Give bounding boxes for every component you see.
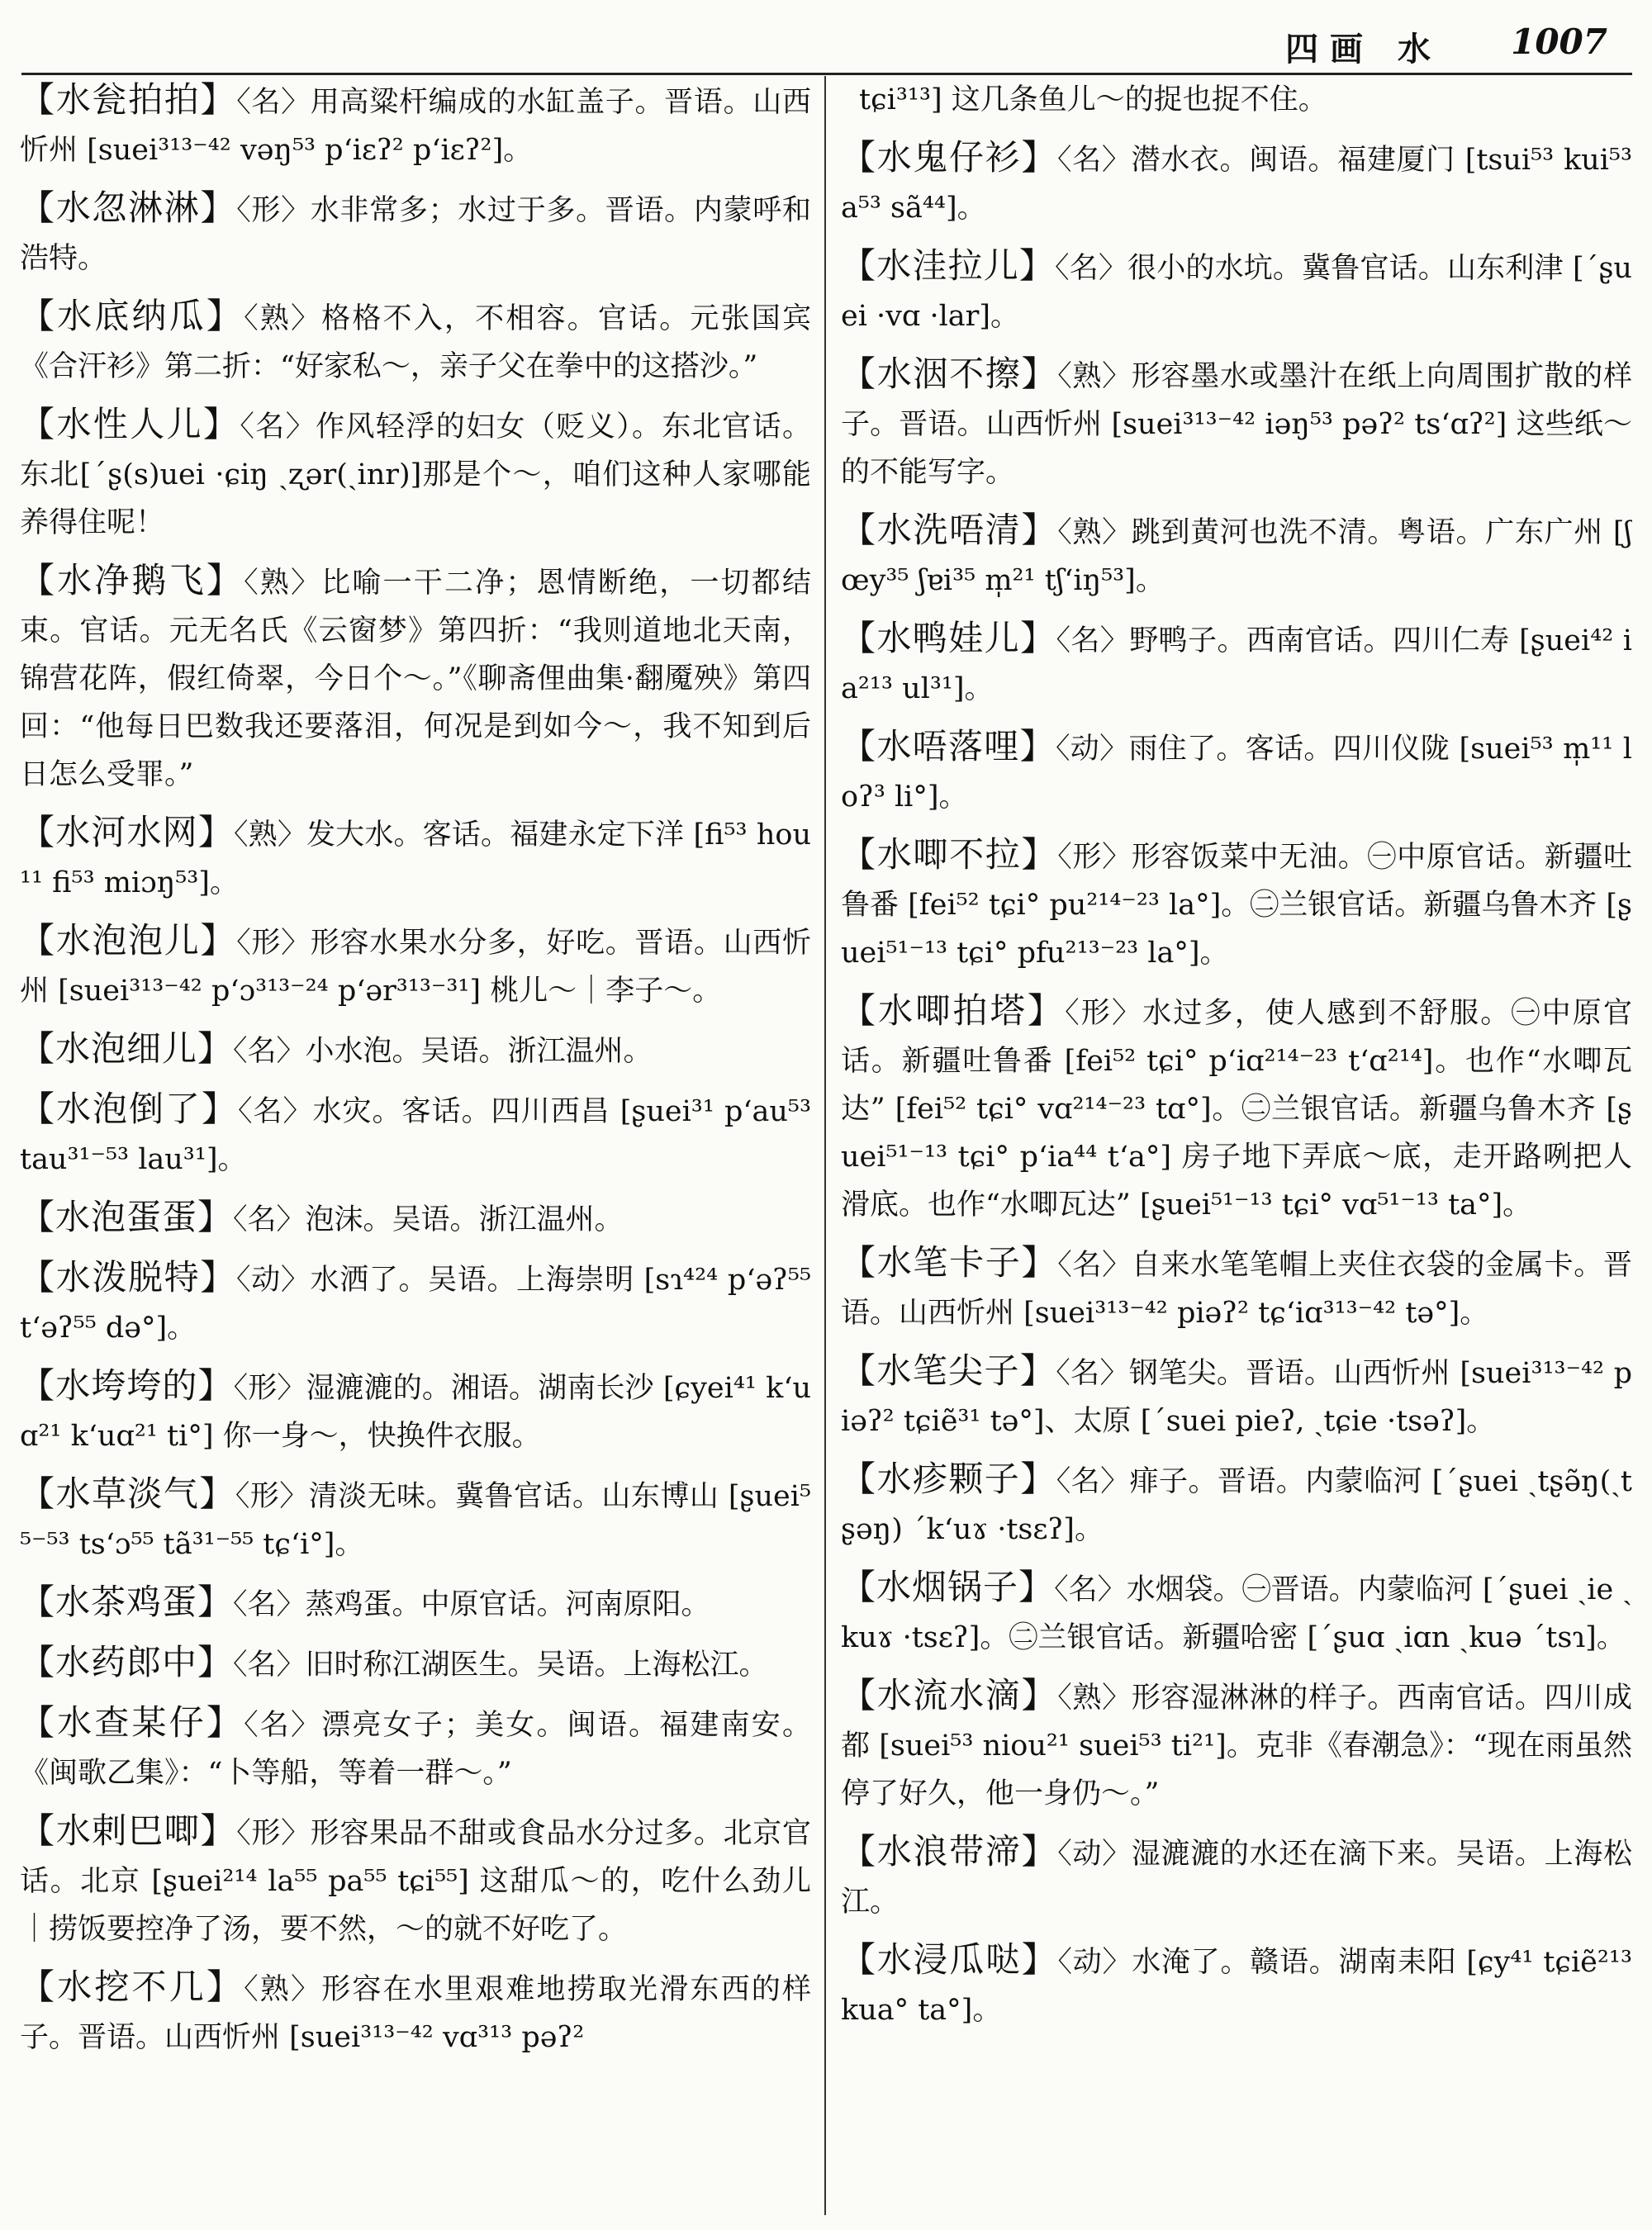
entry-headword: 【水鬼仔衫】 (841, 137, 1058, 178)
column-divider (824, 76, 826, 2215)
dictionary-entry (20, 401, 811, 547)
entry-headword: 【水性人儿】 (20, 404, 240, 444)
entry-definition: 〈名〉漂亮女子；美女。闽语。福建南安。《闽歌乙集》：“卜等船，等着一群～。” (20, 1709, 811, 1790)
page-number: 1007 (1511, 21, 1607, 62)
dictionary-entry (20, 1254, 811, 1352)
dictionary-entry (841, 242, 1632, 340)
entry-definition: 〈名〉很小的水坑。冀鲁官话。山东利津 [ˊʂuei ·vɑ ·lar]。 (841, 252, 1632, 333)
entry-headword: 【水河水网】 (20, 812, 235, 852)
entry-definition: 〈熟〉形容墨水或墨汁在纸上向周围扩散的样子。晋语。山西忻州 [suei³¹³⁻⁴² iəŋ⁵³ pəʔ² tsʻɑʔ²] 这些纸～的不能写字。 (841, 360, 1632, 489)
dictionary-entry (20, 1578, 811, 1629)
entry-definition: 〈名〉痱子。晋语。内蒙临河 [ˊʂuei ˏtʂə̃ŋ(ˏtʂəŋ) ˊkʻuɤ ·tsɛʔ]。 (841, 1465, 1632, 1546)
entry-definition: 〈动〉湿漉漉的水还在滴下来。吴语。上海松江。 (841, 1838, 1632, 1919)
dictionary-entry (841, 1828, 1632, 1926)
entry-definition: 〈形〉水过多，使人感到不舒服。㊀中原官话。新疆吐鲁番 [fei⁵² tɕi° pʻiɑ²¹⁴⁻²³ tʻɑ²¹⁴]。也作“水唧瓦达” [fei⁵² tɕi° vɑ²¹⁴⁻²³ tɑ°]。㊁兰银官话。新疆乌鲁木齐 [ʂuei⁵¹⁻¹³ tɕi° pʻia⁴⁴ tʻa°] 房子地下弄底～底，走开路咧把人滑底。也作“水唧瓦达” [ʂuei⁵¹⁻¹³ tɕi° vɑ⁵¹⁻¹³ ta°]。 (841, 997, 1632, 1222)
dictionary-entry (20, 1025, 811, 1075)
entry-definition: 〈熟〉比喻一干二净；恩情断绝，一切都结束。官话。元无名氏《云窗梦》第四折：“我则道地北天南，锦营花阵，假红倚翠，今日个～。”《聊斋俚曲集·翻魇殃》第四回：“他每日巴数我还要落泪，何况是到如今～，我不知到后日怎么受罪。” (20, 567, 811, 791)
entry-headword: 【水洗唔清】 (841, 510, 1058, 550)
dictionary-entry (20, 184, 811, 282)
entry-definition: 〈形〉形容饭菜中无油。㊀中原官话。新疆吐鲁番 [fei⁵² tɕi° pu²¹⁴⁻²³ la°]。㊁兰银官话。新疆乌鲁木齐 [ʂuei⁵¹⁻¹³ tɕi° pfu²¹³⁻²³ la°]。 (841, 841, 1632, 970)
entry-definition: 〈名〉自来水笔笔帽上夹住衣袋的金属卡。晋语。山西忻州 [suei³¹³⁻⁴² piəʔ² tɕʻiɑ³¹³⁻⁴² tə°]。 (841, 1249, 1632, 1330)
dictionary-entry (841, 614, 1632, 713)
entry-definition: 〈名〉旧时称江湖医生。吴语。上海松江。 (233, 1649, 768, 1682)
entry-definition: 〈名〉潜水衣。闽语。福建厦门 [tsui⁵³ kui⁵³ a⁵³ sã⁴⁴]。 (841, 144, 1632, 225)
dictionary-entry (20, 557, 811, 799)
left-column (20, 76, 811, 2215)
entry-headword: 【水烟锅子】 (841, 1567, 1055, 1607)
dictionary-entry (20, 1807, 811, 1953)
dictionary-entry (841, 1347, 1632, 1445)
entry-continuation: tɕi³¹³] 这几条鱼儿～的捉也捉不住。 (859, 83, 1327, 116)
dictionary-entry (841, 1672, 1632, 1818)
dictionary-entry (20, 1963, 811, 2062)
entry-definition: 〈名〉蒸鸡蛋。中原官话。河南原阳。 (233, 1588, 710, 1621)
dictionary-entry (20, 1699, 811, 1797)
entry-headword: 【水泡泡儿】 (20, 920, 237, 961)
entry-headword: 【水洼拉儿】 (841, 245, 1056, 286)
entry-headword: 【水药郎中】 (20, 1642, 234, 1682)
entry-headword: 【水唧不拉】 (841, 834, 1058, 875)
dictionary-entry (841, 987, 1632, 1229)
entry-definition: 〈名〉水灾。客话。四川西昌 [ʂuei³¹ pʻau⁵³ tau³¹⁻⁵³ lau³¹]。 (20, 1095, 811, 1176)
dictionary-entry (841, 1239, 1632, 1337)
entry-definition: 〈动〉雨住了。客话。四川仪陇 [suei⁵³ m̩¹¹ loʔ³ li°]。 (841, 733, 1632, 814)
dictionary-entry (841, 1563, 1632, 1662)
dictionary-entry (841, 350, 1632, 496)
section-title: 四画 水 (1285, 30, 1442, 69)
entry-headword: 【水泡细儿】 (20, 1028, 234, 1069)
entry-headword: 【水泼脱特】 (20, 1257, 236, 1298)
entry-headword: 【水浪带渧】 (841, 1831, 1058, 1872)
dictionary-entry (841, 831, 1632, 977)
entry-definition: 〈形〉形容水果水分多，好吃。晋语。山西忻州 [suei³¹³⁻⁴² pʻɔ³¹³⁻²⁴ pʻər³¹³⁻³¹] 桃儿～｜李子～。 (20, 927, 811, 1008)
dictionary-entry (20, 809, 811, 907)
entry-definition: 〈熟〉发大水。客话。福建永定下洋 [fi⁵³ hou¹¹ fi⁵³ miɔŋ⁵³]。 (20, 818, 811, 899)
entry-headword: 【水唧拍塔】 (841, 990, 1066, 1031)
entry-definition: 〈名〉用高粱杆编成的水缸盖子。晋语。山西忻州 [suei³¹³⁻⁴² vəŋ⁵³ pʻiɛʔ² pʻiɛʔ²]。 (20, 86, 811, 167)
dictionary-entry (841, 134, 1632, 232)
dictionary-entry (20, 1193, 811, 1244)
entry-headword: 【水净鹅飞】 (20, 560, 244, 600)
entry-headword: 【水瓮拍拍】 (20, 79, 237, 120)
entry-definition: 〈形〉清淡无味。冀鲁官话。山东博山 [ʂuei⁵⁵⁻⁵³ tsʻɔ⁵⁵ tã³¹⁻⁵⁵ tɕʻi°]。 (20, 1480, 811, 1561)
dictionary-entry (20, 1470, 811, 1568)
entry-definition: 〈名〉钢笔尖。晋语。山西忻州 [suei³¹³⁻⁴² piəʔ² tɕiẽ³¹ tə°]、太原 [ˊsuei pieʔ, ˏtɕie ·tsəʔ]。 (841, 1357, 1632, 1438)
entry-headword: 【水泡蛋蛋】 (20, 1197, 234, 1237)
entry-headword: 【水笔尖子】 (841, 1350, 1056, 1391)
entry-definition: 〈名〉水烟袋。㊀晋语。内蒙临河 [ˊʂuei ˏie ˏkuɤ ·tsɛʔ]。㊁兰银官话。新疆哈密 [ˊʂuɑ ˏiɑn ˏkuə ˊtsɿ]。 (841, 1573, 1632, 1654)
entry-definition: 〈形〉水非常多；水过于多。晋语。内蒙呼和浩特。 (20, 194, 811, 275)
right-column (841, 76, 1632, 2215)
dictionary-entry (20, 1639, 811, 1689)
dictionary-entry (20, 76, 811, 174)
entry-headword: 【水笔卡子】 (841, 1242, 1058, 1283)
entry-headword: 【水泡倒了】 (20, 1089, 239, 1129)
dictionary-entry (20, 917, 811, 1015)
dictionary-entry (841, 1455, 1632, 1554)
entry-definition: 〈动〉水洒了。吴语。上海崇明 [sɿ⁴²⁴ pʻəʔ⁵⁵ tʻəʔ⁵⁵ də°]。 (20, 1264, 811, 1345)
entry-definition: 〈熟〉格格不入，不相容。官话。元张国宾《合汗衫》第二折：“好家私～，亲子父在拳中的这搭沙。” (20, 302, 811, 383)
entry-definition: 〈熟〉跳到黄河也洗不清。粤语。广东广州 [ʃœy³⁵ ʃɐi³⁵ m̩²¹ tʃʻiŋ⁵³]。 (841, 516, 1632, 597)
entry-definition: 〈形〉湿漉漉的。湘语。湖南长沙 [ɕyei⁴¹ kʻuɑ²¹ kʻuɑ²¹ ti°] 你一身～，快换件衣服。 (20, 1372, 811, 1453)
entry-headword: 【水底纳瓜】 (20, 296, 244, 336)
entry-headword: 【水鸭娃儿】 (841, 618, 1056, 658)
entry-definition: 〈名〉野鸭子。西南官话。四川仁寿 [ʂuei⁴² ia²¹³ ul³¹]。 (841, 624, 1632, 705)
entry-headword: 【水草淡气】 (20, 1473, 235, 1514)
entry-headword: 【水唔落哩】 (841, 726, 1056, 766)
entry-headword: 【水挖不几】 (20, 1967, 244, 2007)
entry-definition: 〈名〉作风轻浮的妇女（贬义）。东北官话。东北[ˊʂ(s)uei ·ɕiŋ ˏʐər(ˏinr)]那是个～，咱们这种人家哪能养得住呢！ (20, 410, 811, 539)
entry-headword: 【水洇不擦】 (841, 353, 1058, 394)
entry-headword: 【水茶鸡蛋】 (20, 1582, 234, 1622)
entry-definition: 〈名〉小水泡。吴语。浙江温州。 (233, 1035, 653, 1068)
dictionary-entry (841, 1936, 1632, 2034)
dictionary-entry (20, 292, 811, 391)
entry-headword: 【水疹颗子】 (841, 1459, 1056, 1499)
dictionary-entry (841, 506, 1632, 605)
entry-definition: 〈形〉形容果品不甜或食品水分过多。北京官话。北京 [ʂuei²¹⁴ la⁵⁵ pa⁵⁵ tɕi⁵⁵] 这甜瓜～的，吃什么劲儿｜捞饭要控净了汤，要不然，～的就不好吃了。 (20, 1817, 811, 1946)
entry-headword: 【水查某仔】 (20, 1702, 244, 1743)
entry-headword: 【水忽淋淋】 (20, 187, 237, 228)
entry-definition: 〈名〉泡沫。吴语。浙江温州。 (233, 1203, 624, 1236)
dictionary-entry (20, 1085, 811, 1184)
entry-headword: 【水剌巴唧】 (20, 1810, 237, 1851)
dictionary-entry (20, 1362, 811, 1460)
entry-headword: 【水浸瓜哒】 (841, 1939, 1058, 1980)
entry-definition: 〈动〉水淹了。赣语。湖南耒阳 [ɕy⁴¹ tɕiẽ²¹³ kua° ta°]。 (841, 1946, 1632, 2027)
entry-headword: 【水垮垮的】 (20, 1365, 234, 1406)
entry-headword: 【水流水滴】 (841, 1675, 1058, 1715)
entry-definition: 〈熟〉形容在水里艰难地捞取光滑东西的样子。晋语。山西忻州 [suei³¹³⁻⁴² vɑ³¹³ pəʔ² (20, 1973, 811, 2054)
dictionary-entry (841, 723, 1632, 821)
entry-definition: 〈熟〉形容湿淋淋的样子。西南官话。四川成都 [suei⁵³ niou²¹ suei⁵³ ti²¹]。克非《春潮急》：“现在雨虽然停了好久，他一身仍～。” (841, 1682, 1632, 1810)
page-header (21, 15, 1632, 75)
